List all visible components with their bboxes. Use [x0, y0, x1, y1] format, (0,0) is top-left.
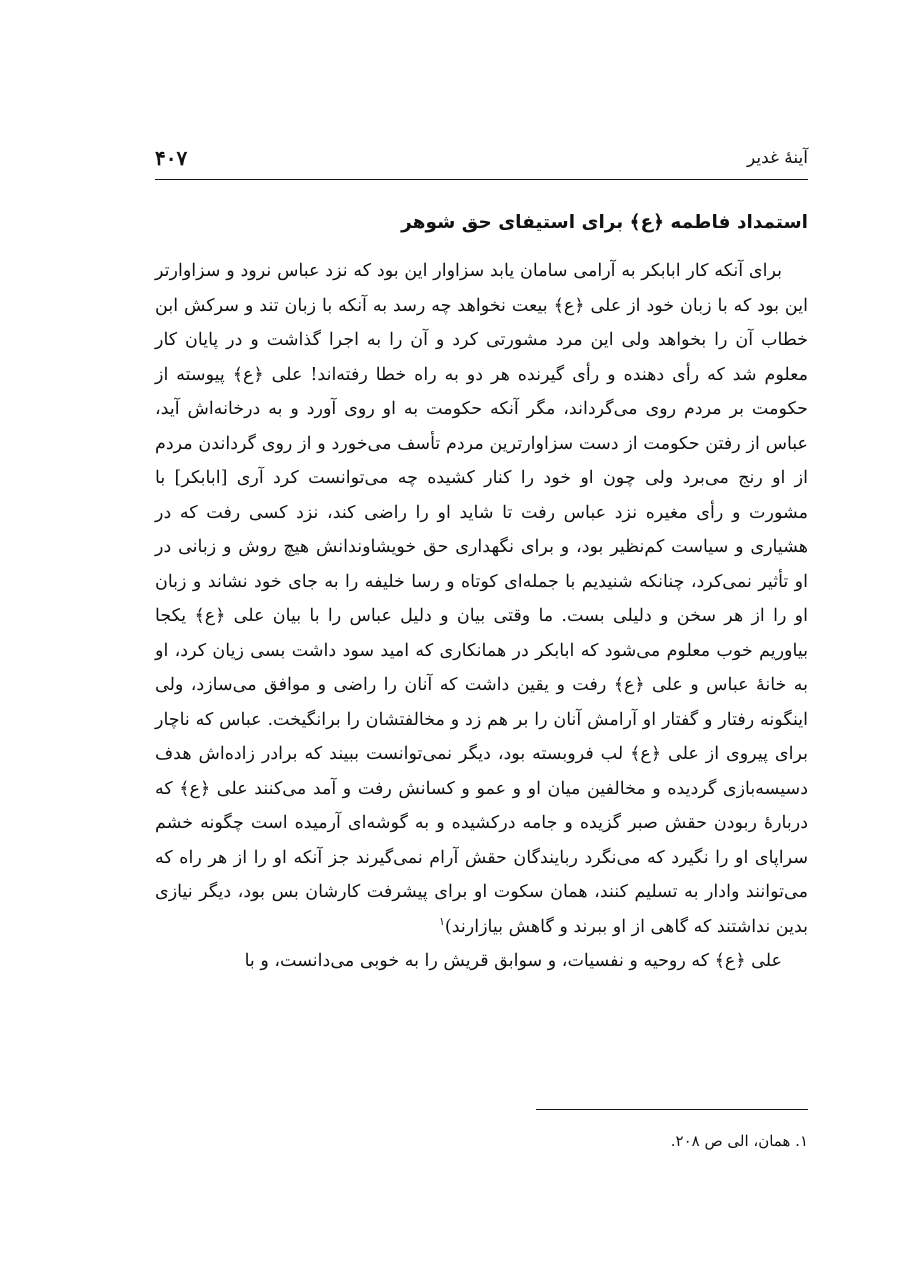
- body-text: [155, 254, 808, 979]
- running-header: [155, 142, 808, 178]
- running-title: آینهٔ غدیر: [746, 148, 808, 168]
- footnote-rule: [536, 1109, 808, 1110]
- footnote-reference: ۱: [438, 914, 445, 928]
- paragraph-text: برای آنکه کار ابابکر به آرامی سامان یابد سزاوار این بود که نزد عباس نرود و سزاوارتر این بود که با زبان خود از علی ﴿ع﴾ بیعت نخواهد چه رسد به آنکه با زبان تند و سرکش ابن خطاب آن را بخواهد ولی این مرد مشورتی کرد و آن را به اجرا گذاشت و در پایان کار معلوم شد که رأی دهنده و رأی گیرنده هر دو به راه خطا رفته‌اند! علی ﴿ع﴾ پیوسته از حکومت بر مردم روی می‌گرداند، مگر آنکه حکومت به او روی آورد و به درخانه‌اش آید، عباس از رفتن حکومت از دست سزاوارترین مردم تأسف می‌خورد و از روی گرداندن مردم از او رنج می‌برد ولی چون او خود را کنار کشیده چه می‌توانست کرد آری [ابابکر] با مشورت و رأی مغیره نزد عباس رفت تا شاید او را راضی کند، نزد کسی رفت که در هشیاری و سیاست کم‌نظیر بود، و برای نگهداری حق خویشاوندانش هیچ روش و زبانی در او تأثیر نمی‌کرد، چنانکه شنیدیم با جمله‌ای کوتاه و رسا خلیفه را به جای خود نشاند و زبان او را از هر سخن و دلیلی بست. ما وقتی بیان و دلیل عباس را با بیان علی ﴿ع﴾ یکجا بیاوریم خوب معلوم می‌شود که ابابکر در همانکاری که امید سود داشت بسی زیان کرد، او به خانهٔ عباس و علی ﴿ع﴾ رفت و یقین داشت که آنان را راضی و موافق می‌سازد، ولی اینگونه رفتار و گفتار او آرامش آنان را بر هم زد و مخالفتشان را برانگیخت. عباس که ناچار برای پیروی از علی ﴿ع﴾ لب فروبسته بود، دیگر نمی‌توانست ببیند که برادر زاده‌اش هدف دسیسه‌بازی گردیده و مخالفین میان او و عمو و کسانش رفت و آمد می‌کنند علی ﴿ع﴾ که دربارهٔ ربودن حقش صبر گزیده و جامه درکشیده و به گوشه‌ای آرمیده است چگونه خشم سراپای او را نگیرد که می‌نگرد ربایندگان حقش آرام نمی‌گیرند جز آنکه او را از هر راه که می‌توانند وادار به تسلیم کنند، همان سکوت او برای پیشرفت کارشان بس بود، دیگر نیازی بدین نداشتند که گاهی از او ببرند و گاهش بیازارند): [155, 261, 808, 937]
- page-number: ۴۰۷: [155, 146, 188, 170]
- footnote: ۱. همان، الی ص ۲۰۸.: [670, 1132, 808, 1150]
- paragraph: [155, 944, 808, 979]
- paragraph-text: علی ﴿ع﴾ که روحیه و نفسیات، و سوابق قریش را به خوبی می‌دانست، و با: [244, 951, 782, 971]
- paragraph: [155, 254, 808, 944]
- header-rule: [155, 179, 808, 180]
- section-heading: استمداد فاطمه ﴿ع﴾ برای استیفای حق شوهر: [401, 212, 808, 233]
